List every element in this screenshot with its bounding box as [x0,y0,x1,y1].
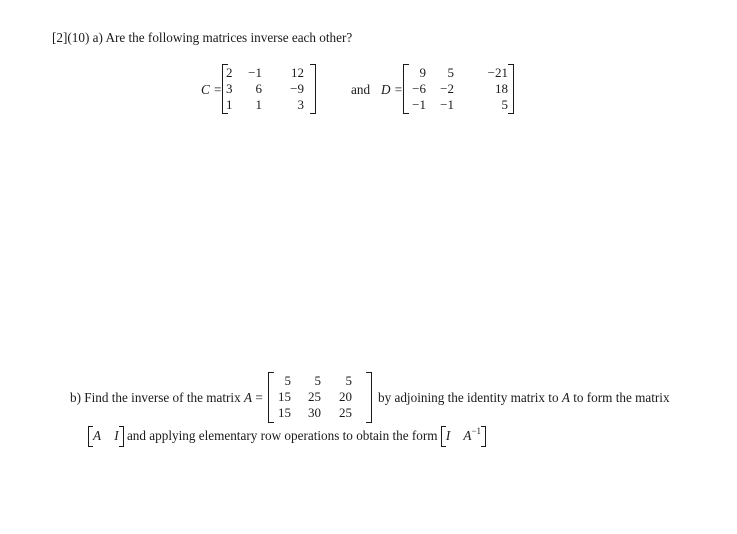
matrix-a-cells [271,373,352,421]
matrix-d-label: D = [381,82,403,97]
inverse-exponent: −1 [471,426,482,436]
cell: 1 [255,97,262,112]
cell: 1 [226,97,233,112]
cell: −9 [290,81,304,96]
matrix-d [403,64,514,114]
aug-a: A [93,428,102,443]
cell: 6 [255,81,262,96]
matrix-c-cells [226,65,304,113]
cell: 5 [345,373,352,388]
cell: 12 [291,65,304,80]
part-b-suffix [378,390,670,406]
part-b-prefix [70,390,263,406]
suffix-a: A [561,390,570,405]
cell: 3 [226,81,233,96]
aug-i: I [114,428,119,443]
form-a: A [463,428,472,443]
suffix-text-1: by adjoining the identity matrix to [378,390,559,405]
part-b-prefix-text: b) Find the inverse of the matrix [70,390,241,405]
cell: 3 [297,97,304,112]
cell: 15 [278,389,291,404]
matrix-c-label: C = [201,82,222,97]
right-bracket [508,64,514,114]
line-2-text: and applying elementary row operations to obtain the form [126,428,438,443]
form-i: I [445,428,451,443]
matrix-a-label: A [243,390,253,405]
cell: 5 [314,373,321,388]
problem-header: [2](10) a) Are the following matrices inverse each other? [52,30,353,45]
cell: 5 [501,97,508,112]
cell: −1 [248,65,262,80]
cell: 25 [339,405,352,420]
cell: 30 [308,405,321,420]
target-form [441,428,486,444]
augmented-matrix [88,428,124,444]
right-bracket [310,64,316,114]
cell: 18 [495,81,508,96]
cell: 25 [308,389,321,404]
cell: −21 [487,65,508,80]
matrix-d-cells [406,65,508,113]
cell: −2 [440,81,454,96]
cell: 5 [447,65,454,80]
matrix-c [222,64,316,114]
cell: 20 [339,389,352,404]
suffix-text-2: to form the matrix [573,390,670,405]
part-b-line-2 [88,428,486,444]
matrix-a [268,372,372,423]
connector-and: and [351,82,371,97]
cell: 5 [284,373,291,388]
equals-sign: = [255,390,263,405]
cell: 15 [278,405,291,420]
cell: −1 [412,97,426,112]
cell: 9 [419,65,426,80]
cell: 2 [226,65,233,80]
cell: −6 [412,81,426,96]
cell: −1 [440,97,454,112]
right-bracket [366,372,372,423]
